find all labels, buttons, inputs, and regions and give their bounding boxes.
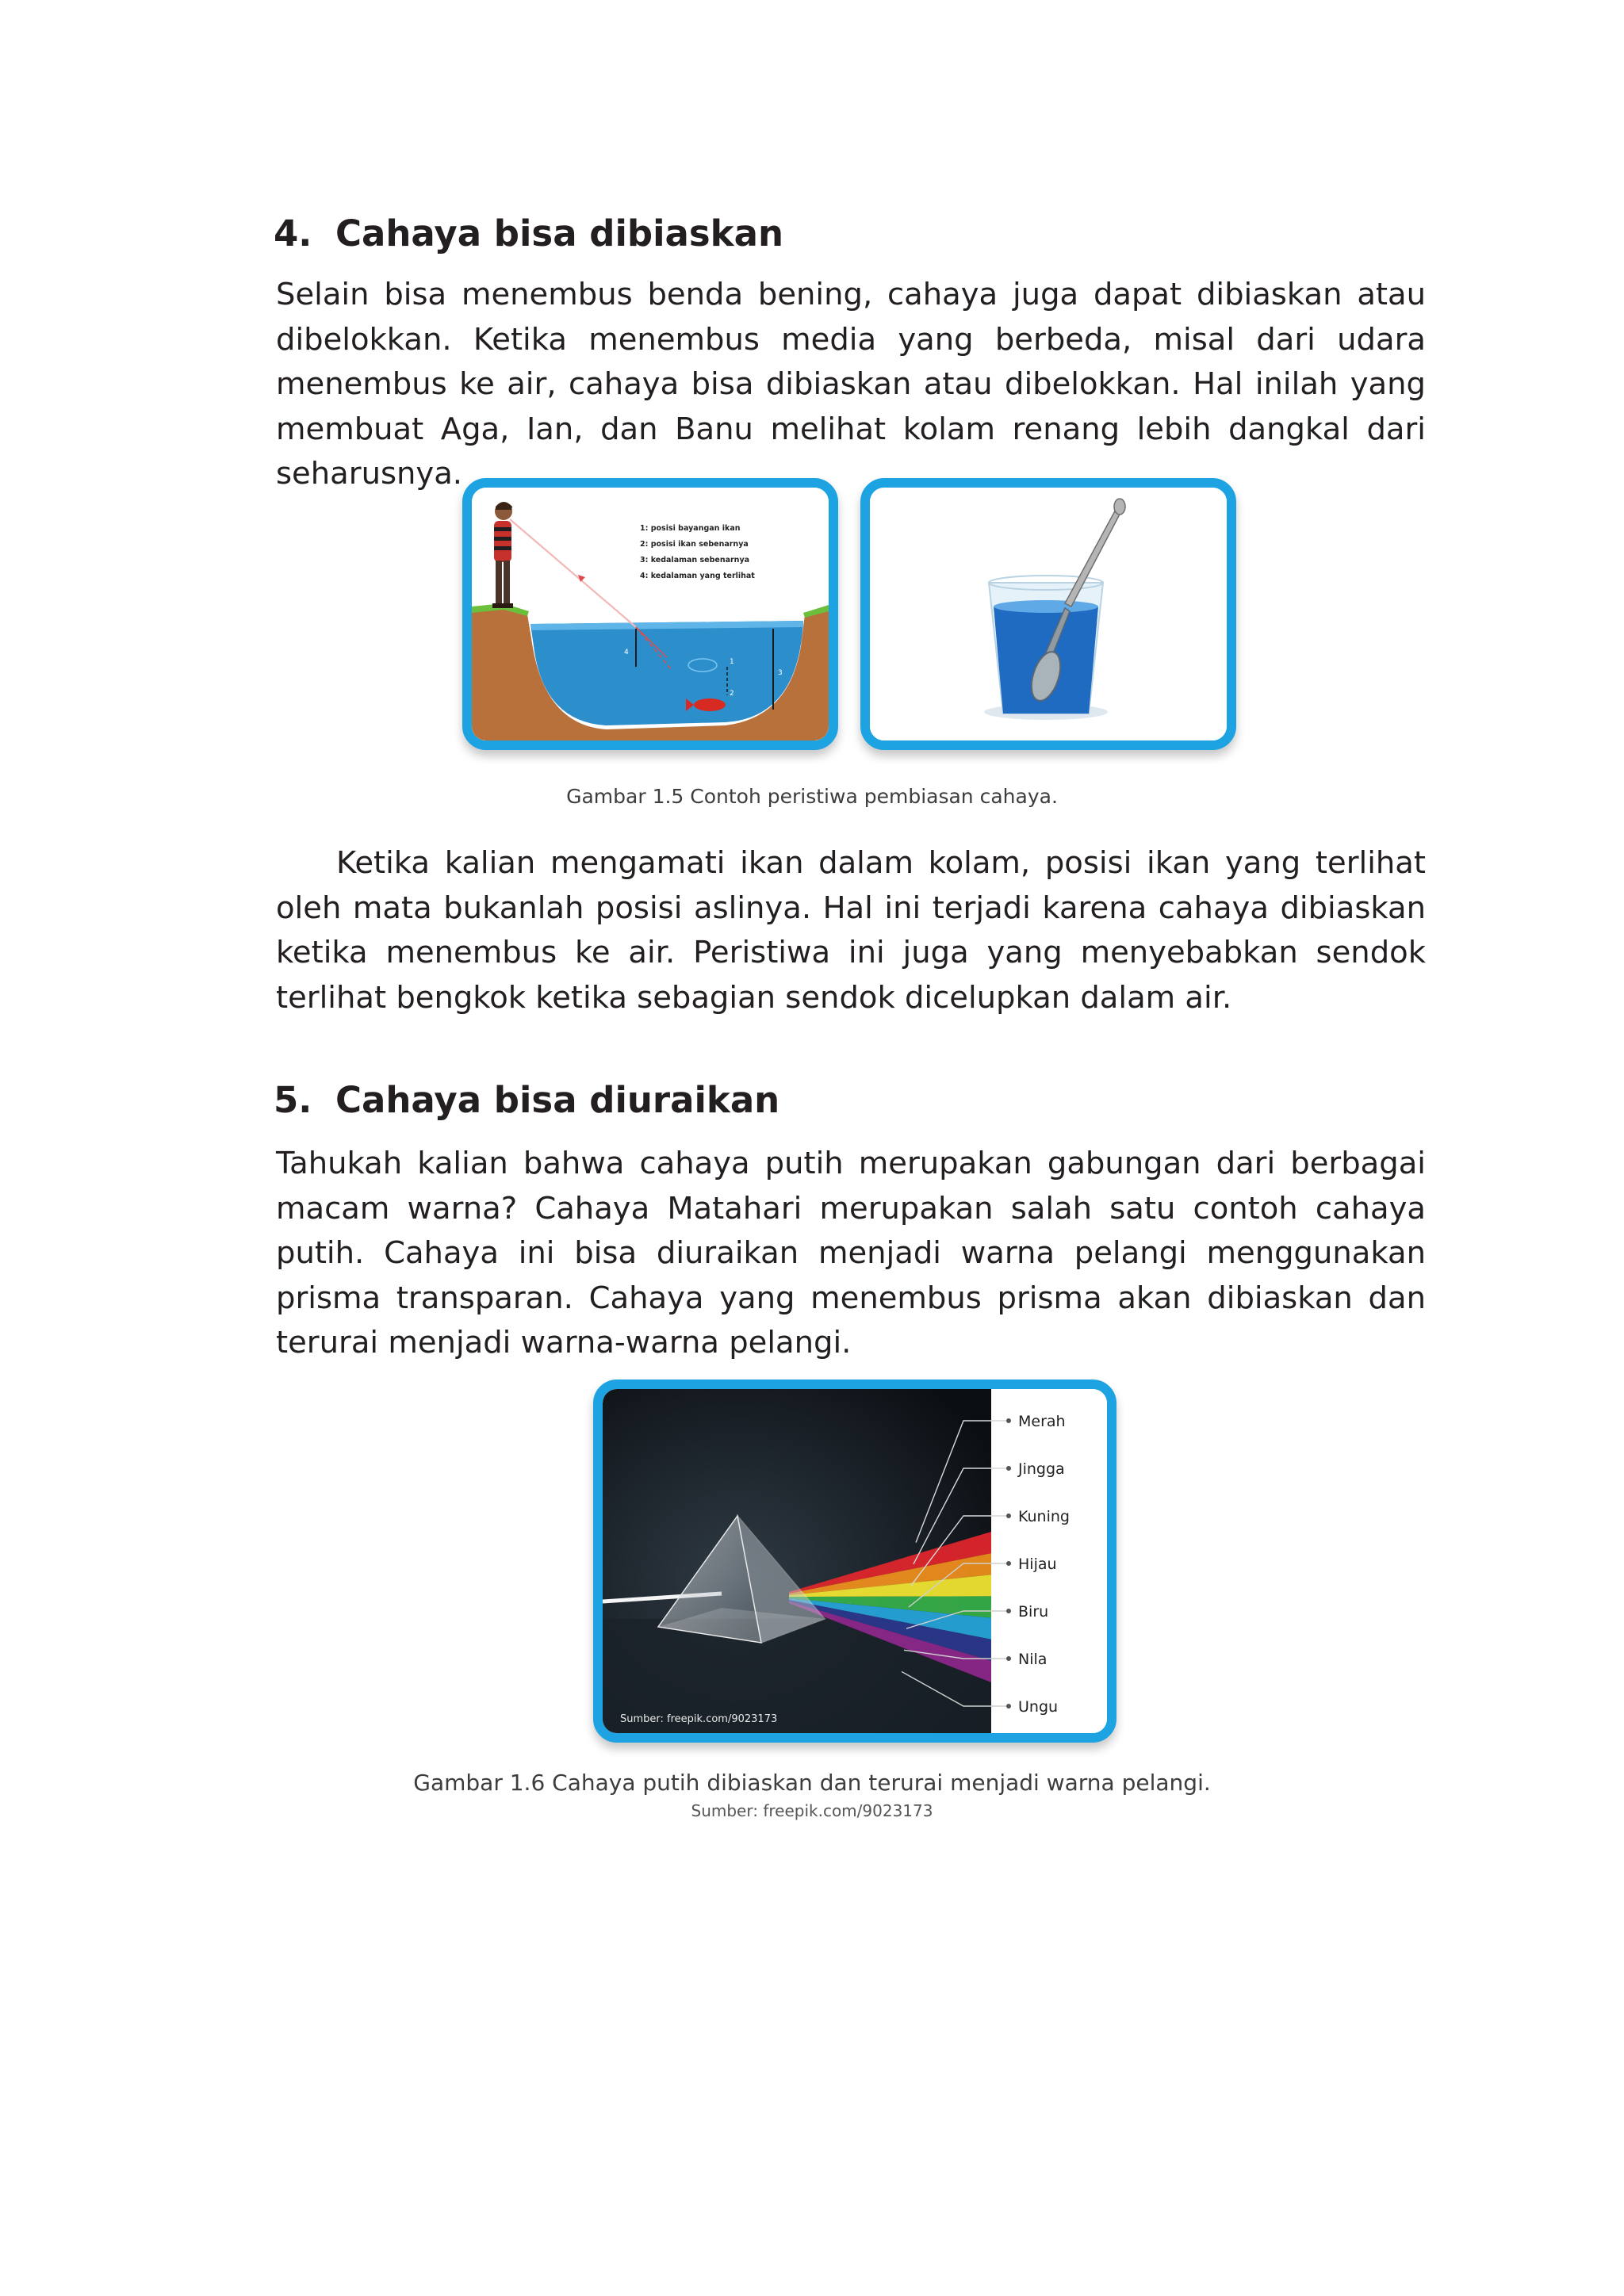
legend-item-1: 1: posisi bayangan ikan: [640, 524, 741, 533]
color-label-biru: Biru: [1018, 1603, 1049, 1621]
callout-dot-ungu: [1006, 1704, 1011, 1709]
color-label-jingga: Jingga: [1018, 1460, 1065, 1478]
section-5-paragraph: Tahukah kalian bahwa cahaya putih merupakan gabungan dari berbagai macam warna? Cahaya Matahari merupakan salah satu contoh cahaya putih. Cahaya ini bisa diuraikan menjadi warna pelangi menggunakan prisma transparan. Cahaya yang menembus prisma akan dibiaskan dan terurai menjadi warna-warna pelangi.: [276, 1146, 1426, 1360]
marker-1: 1: [730, 658, 734, 666]
water-top: [994, 600, 1098, 613]
figure-1-6-source: Sumber: freepik.com/9023173: [691, 1801, 933, 1820]
section-4-paragraph: Selain bisa menembus benda bening, cahaya juga dapat dibiaskan atau dibelokkan. Ketika menembus media yang berbeda, misal dari udara menembus ke air, cahaya bisa dibiaskan atau dibelokkan. Hal inilah yang membuat Aga, Ian, dan Banu melihat kolam renang lebih dangkal dari seharusnya.: [276, 277, 1426, 492]
section-5-heading: [274, 1079, 779, 1121]
callout-dot-jingga: [1006, 1466, 1011, 1471]
callout-dot-kuning: [1006, 1513, 1011, 1518]
marker-3: 3: [778, 669, 783, 677]
section-4-heading: [274, 212, 783, 254]
color-label-ungu: Ungu: [1018, 1698, 1059, 1716]
refraction-explanation-paragraph: Ketika kalian mengamati ikan dalam kolam, posisi ikan yang terlihat oleh mata bukanlah posisi aslinya. Hal ini terjadi karena cahaya dibiaskan ketika menembus ke air. Peristiwa ini juga yang menyebabkan sendok terlihat bengkok ketika sebagian sendok dicelupkan dalam air.: [276, 845, 1426, 1016]
pond-refraction-illustration: [462, 478, 838, 750]
callout-dot-hijau: [1006, 1561, 1011, 1566]
section-4-number: 4.: [274, 212, 312, 254]
marker-4: 4: [624, 649, 629, 656]
color-label-kuning: Kuning: [1018, 1508, 1070, 1525]
prism-figure-svg: [603, 1389, 1107, 1733]
spoon-in-glass-illustration: [860, 478, 1236, 750]
figure-1-5-caption: Gambar 1.5 Contoh peristiwa pembiasan cahaya.: [566, 785, 1058, 808]
color-label-merah: Merah: [1018, 1413, 1066, 1430]
section-5-number: 5.: [274, 1079, 312, 1121]
pond-water: [530, 621, 803, 725]
figure-1-6-caption: Gambar 1.6 Cahaya putih dibiaskan dan terurai menjadi warna pelangi.: [413, 1770, 1211, 1796]
glass-scene-svg: [870, 488, 1227, 740]
legend-item-3: 3: kedalaman sebenarnya: [640, 556, 750, 564]
section-4-title: Cahaya bisa dibiaskan: [335, 212, 783, 254]
section-5-title: Cahaya bisa diuraikan: [335, 1079, 780, 1121]
color-label-hijau: Hijau: [1018, 1556, 1057, 1573]
callout-dot-merah: [1006, 1418, 1011, 1423]
color-label-nila: Nila: [1018, 1651, 1048, 1668]
callout-dot-nila: [1006, 1656, 1011, 1661]
pond-scene-svg: [472, 488, 829, 740]
legend-item-4: 4: kedalaman yang terlihat: [640, 572, 755, 580]
photo-source-watermark: Sumber: freepik.com/9023173: [620, 1713, 778, 1725]
legend-item-2: 2: posisi ikan sebenarnya: [640, 540, 749, 549]
marker-2: 2: [730, 690, 734, 698]
callout-dot-biru: [1006, 1609, 1011, 1613]
prism-dispersion-figure: [593, 1380, 1116, 1743]
